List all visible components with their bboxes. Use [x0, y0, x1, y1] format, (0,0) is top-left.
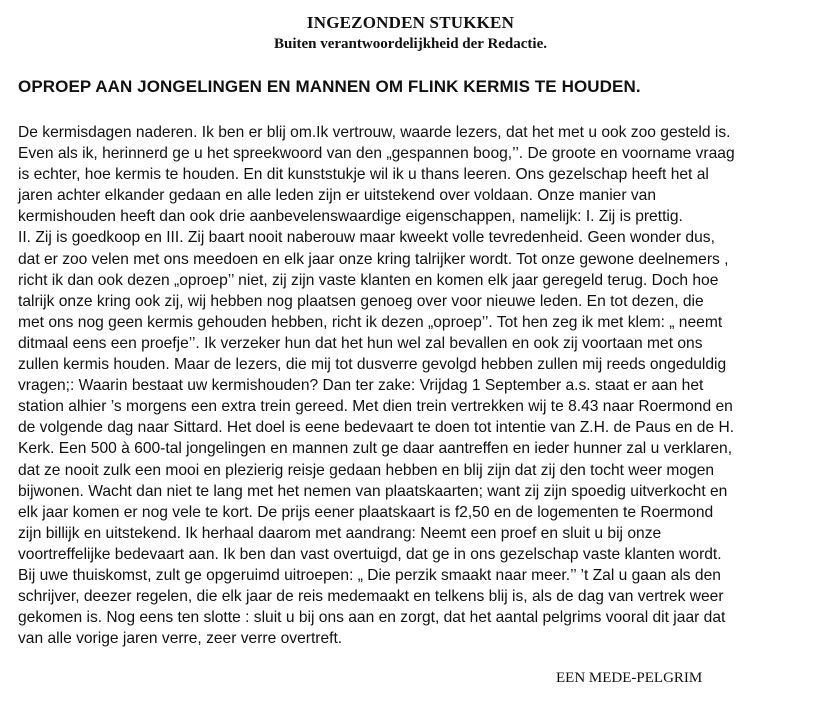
article-line: kermishouden heeft dan ook drie aanbevelenswaardige eigenschappen, namelijk: I. Zij is prettig. — [18, 208, 683, 226]
editorial-disclaimer: Buiten verantwoordelijkheid der Redactie. — [273, 36, 548, 52]
article-line: van alle vorige jaren verre, zeer verre overtreft. — [18, 630, 343, 648]
article-title: OPROEP AAN JONGELINGEN EN MANNEN OM FLINK KERMIS TE HOUDEN. — [18, 77, 641, 96]
article-line: is echter, hoe kermis te houden. En dit kunststukje wil ik u thans leeren. Ons gezelschap heeft het al — [18, 166, 709, 184]
article-line: elk jaar komen er nog vele te kort. De prijs eener plaatskaart is f2,50 en de logementen te Roermond — [18, 503, 714, 521]
article-line: Even als ik, herinnerd ge u het spreekwoord van den „gespannen boog,’’. De groote en voorname vraag — [18, 145, 735, 163]
article-line: jaren achter elkander gedaan en alle leden zijn er uitstekend over voldaan. Onze manier van — [18, 187, 657, 205]
article-line: schrijver, deezer regelen, die elk jaar de reis medemaakt en telkens blij is, als de dag van vertrek weer — [18, 588, 724, 606]
article-line: Kerk. Een 500 à 600-tal jongelingen en mannen zult ge daar aantreffen en ieder hunner zal u verklaren, — [18, 440, 733, 458]
article-line: gekomen is. Nog eens ten slotte : sluit u bij ons aan en zorgt, dat het aantal pelgrims vooral dit jaar dat — [18, 609, 726, 627]
article-line: vragen;: Waarin bestaat uw kermishouden? Dan ter zake: Vrijdag 1 September a.s. staat er aan het — [18, 377, 704, 395]
article-line: station alhier ’s morgens een extra trein gereed. Met dien trein vertrekken wij te 8.43 naar Roermond en — [18, 398, 733, 416]
article-line: de volgende dag naar Sittard. Het doel is eene bedevaart te doen tot intentie van Z.H. de Paus en de H. — [18, 419, 735, 437]
article-line: talrijk onze kring ook zij, wij hebben nog plaatsen genoeg over voor nieuwe leden. En tot dezen, die — [18, 292, 704, 310]
article-line: richt ik dan ook dezen „oproep’’ niet, zij zijn vaste klanten en komen elk jaar geregeld terug. Doch hoe — [18, 271, 719, 289]
article-line: voortreffelijke bedevaart aan. Ik ben dan vast overtuigd, dat ge in ons gezelschap vaste klanten wordt. — [18, 545, 722, 563]
article-line: met ons nog geen kermis gehouden hebben, richt ik dezen „oproep’’. Tot hen zeg ik met klem: „ neemt — [18, 313, 723, 331]
section-heading: INGEZONDEN STUKKEN — [306, 13, 515, 32]
article-line: Bij uwe thuiskomst, zult ge opgeruimd uitroepen: „ Die perzik smaakt naar meer.’’ ’t Zal u gaan als den — [18, 566, 721, 584]
article-line: dat er zoo velen met ons meedoen en elk jaar onze kring talrijker wordt. Tot onze gewone deelnemers , — [18, 250, 729, 268]
article-line: zullen kermis houden. Maar de lezers, die mij tot dusverre gevolgd hebben zullen mij reeds ongeduldig — [18, 356, 727, 374]
article-body — [18, 122, 808, 649]
article-line: De kermisdagen naderen. Ik ben er blij om.Ik vertrouw, waarde lezers, dat het met u ook zoo gesteld is. — [18, 124, 731, 141]
article-line: dat ze nooit zulk een mooi en plezierig reisje gedaan hebben en blij zijn dat zij den tocht weer mogen — [18, 461, 715, 479]
article-line: bijwonen. Wacht dan niet te lang met het nemen van plaatskaarten; want zij zijn spoedig uitverkocht en — [18, 482, 728, 500]
article-line: zijn billijk en uitstekend. Ik herhaal daarom met aandrang: Neemt een proef en sluit u bij onze — [18, 524, 662, 542]
article-line: II. Zij is goedkoop en III. Zij baart nooit naberouw maar kweekt volle tevredenheid. Geen wonder dus, — [18, 229, 715, 247]
article-line: ditmaal eens een proefje’’. Ik verzeker hun dat het hun wel zal bevallen en ook zij voortaan met ons — [18, 334, 703, 352]
signature: EEN MEDE-PELGRIM — [556, 670, 703, 686]
